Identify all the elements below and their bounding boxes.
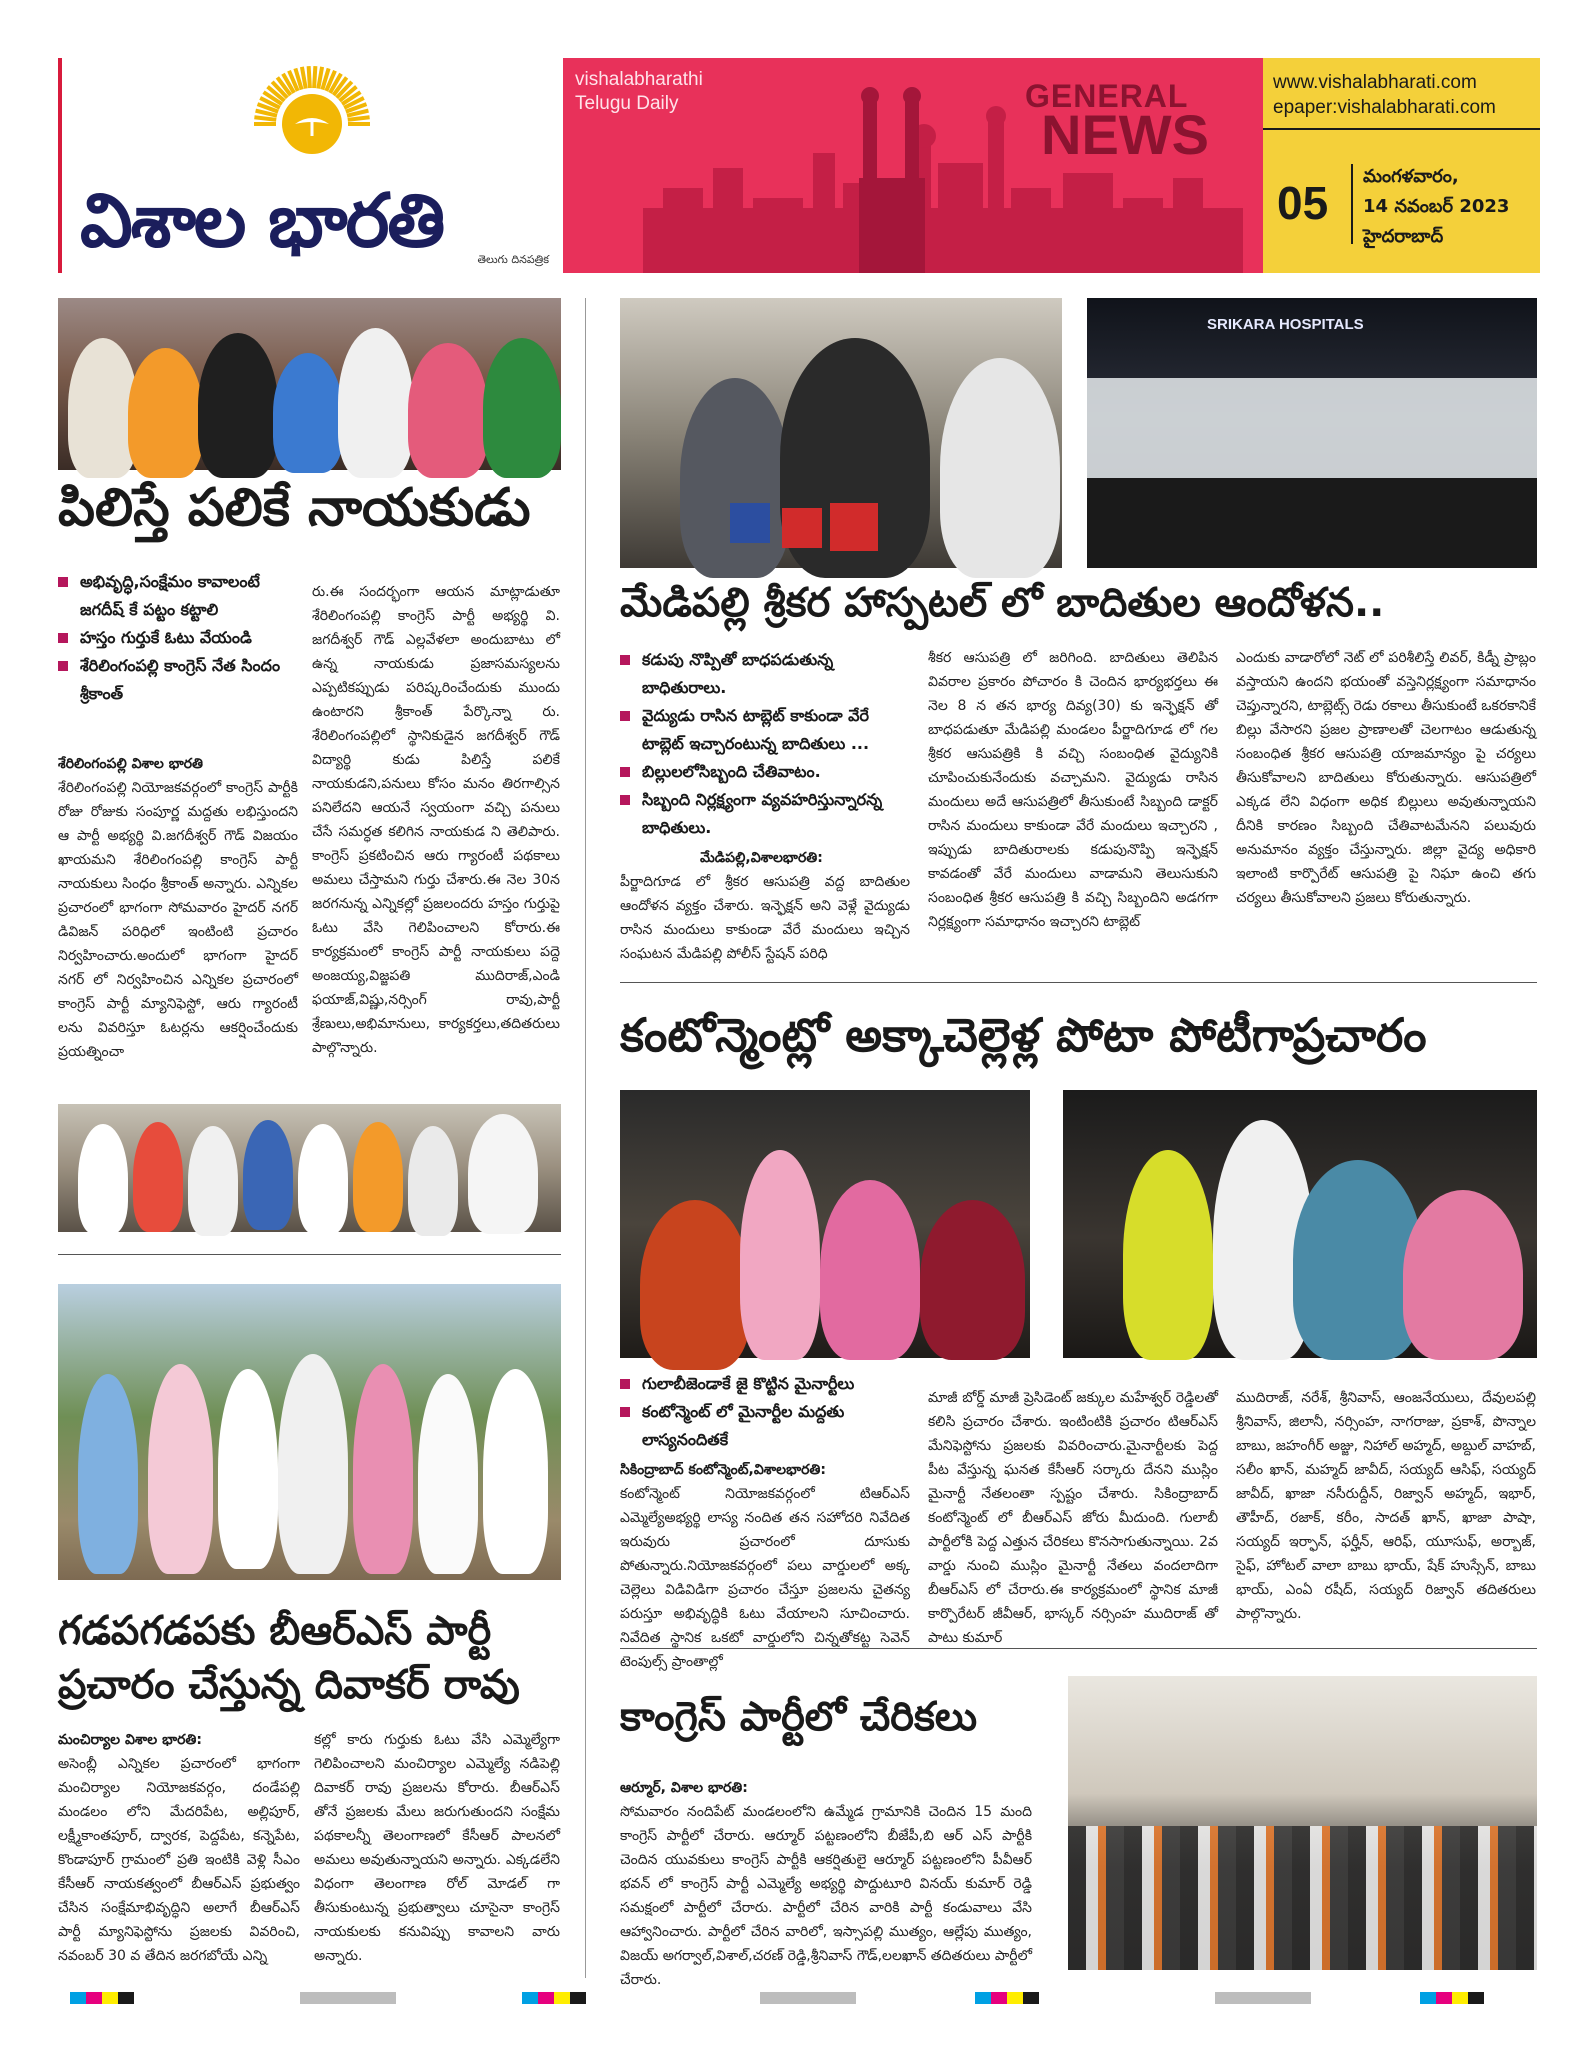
logo-tagline: తెలుగు దినపత్రిక xyxy=(477,253,549,266)
story2-photo-hospital xyxy=(1087,298,1537,568)
issue-number: 05 xyxy=(1277,177,1329,229)
story3-headline: కంటోన్మెంట్లో అక్కాచెల్లెళ్ల పోటా పోటీగాప్రచారం xyxy=(620,1008,1427,1062)
story2-column-1: పీర్జాదిగూడ లో శ్రీకర ఆసుపత్రి వద్ద బాదితుల ఆందోళన వ్యక్తం చేశారు. ఇన్ఫెక్షన్ అని వెళ్లే వైద్యుడు రాసిన మందులు కాకుండా వేరే మందులు ఇచ్చిన సంఘటన మేడిపల్లి పోలీస్ స్టేషన్ పరిధి xyxy=(620,874,910,962)
brand-line-2: Telugu Daily xyxy=(575,93,679,114)
story1-bullet: అభివృద్ధి,సంక్షేమం కావాలంటే జగదీష్ కే పట్టం కట్టాలి xyxy=(58,568,308,624)
brand-line-1: vishalabharathi xyxy=(575,69,703,90)
sun-ray xyxy=(254,117,276,120)
section-label-top: GENERAL xyxy=(1025,78,1189,114)
story3-bullet: గులాబీజెండాకే జై కొట్టిన మైనార్టీలు xyxy=(620,1370,920,1398)
story3-column-3: ముదిరాజ్, నరేశ్, శ్రీనివాస్, ఆంజనేయులు, దేవులపల్లి శ్రీనివాస్, జిలానీ, నర్సింహ, నాగరాజు, ప్రకాశ్, పొన్నాల బాబు, జహంగీర్ అజ్జు, నిహాల్ అహ్మద్, అబ్దుల్ వాహబ్, సలీం ఖాన్, మహ్మద్ జావీద్, సయ్యద్ ఆసిఫ్, సయ్యద్ జావీద్, ఖాజా నసీరుద్దీన్, రిజ్వాన్ అహ్మద్, ఇభార్, తౌహీద్, రజాక్, కరీం, సాదత్ ఖాన్, ఖాజా పాషా, సయ్యద్ ఇర్ఫాన్, ఫర్హీన్, ఆరిఫ్, యూసుఫ్, అర్బాజ్, సైఫ్, హోటల్ వాలా బాబు భాయ్, షేక్ హుస్సేన్, బాబు భాయ్, ఎంఏ రషీద్, సయ్యద్ రిజ్వాన్ తదితరులు పాల్గొన్నారు. xyxy=(1236,1390,1536,1622)
sun-ray xyxy=(314,66,315,88)
story2-bullet: కడుపు నొప్పితో బాధపడుతున్న బాధితురాలు. xyxy=(620,646,910,702)
website-links xyxy=(1273,70,1496,120)
story4-photo xyxy=(58,1284,561,1580)
story2-dateline: మేడిపల్లి,విశాలభారతి: xyxy=(700,850,823,866)
masthead xyxy=(58,58,1540,273)
story3-dateline: సికింద్రాబాద్ కంటోన్మెంట్,విశాలభారతి: xyxy=(620,1462,826,1478)
story2-photo-protest xyxy=(620,298,1062,568)
story3-bullet: కంటోన్మెంట్ లో మైనార్టీల మద్దతు లాస్యనందితకే xyxy=(620,1398,920,1454)
section-banner xyxy=(563,58,1263,273)
story1-column-1: శేరిలింగంపల్లి నియోజకవర్గంలో కాంగ్రెస్ పార్టీకి రోజు రోజుకు సంపూర్ణ మద్దతు లభిస్తుందని ఆ పార్టీ అభ్యర్థి వి.జగదీశ్వర్ గౌడ్ విజయం ఖాయమని శేరిలింగంపల్లి కాంగ్రెస్ పార్టీ నాయకులు సింధం శ్రీకాంత్ అన్నారు. ఎన్నికల ప్రచారంలో భాగంగా సోమవారం హైదర్ నగర్ డివిజన్ పరిధిలో ఇంటింటి ప్రచారం నిర్వహించారు.అందులో భాగంగా హైదర్ నగర్ లో నిర్వహించిన ఎన్నికల ప్రచారంలో కాంగ్రెస్ పార్టీ మ్యానిఫెస్టో, ఆరు గ్యారంటీ లను వివరిస్తూ ఓటర్లను ఆకర్షించేందుకు ప్రయత్నించా xyxy=(58,780,298,1060)
website-url[interactable]: www.vishalabharati.com xyxy=(1273,72,1477,93)
city: హైదరాబాద్ xyxy=(1363,226,1444,247)
divider xyxy=(1351,164,1353,244)
weekday: మంగళవారం, xyxy=(1363,166,1459,187)
story4-dateline: మంచిర్యాల విశాల భారతి: xyxy=(58,1732,202,1748)
story2-column-3: ఎందుకు వాడారోలో నెట్ లో పరిశీలిస్తే లివర్, కిడ్నీ ప్రాబ్లం వస్తాయని ఉందని భయంతో వస్తెనిర్లక్ష్యంగా సమాధానం చెప్తున్నారని, టాబ్లెట్స్ రెడు రకాలు తీసుకుంటే ఒకరకానికే బిల్లు వేసారని ప్రజల ప్రాణాలతో చెలగాటం ఆడుతున్న సంబంధిత శ్రీకర ఆసుపత్రి యాజమాన్యం పై చర్యలు తీసుకోవాలని బాదితులు కోరుతున్నారు. ఆసుపత్రిలో ఎక్కడ లేని విధంగా అధిక బిల్లులు అవుతున్నాయని దీనికి కారణం సిబ్బంది చేతివాటమేనని పలువురు అనుమానం వ్యక్తం చేస్తున్నారు. జిల్లా వైద్య అధికారి ఇలాంటి కార్పొరేట్ ఆసుపత్రి పై నిఘా ఉంచి తగు చర్యలు తీసుకోవాలని ప్రజలు కోరుతున్నారు. xyxy=(1236,650,1536,906)
sun-ray xyxy=(348,117,370,120)
divider xyxy=(58,1254,561,1255)
brand-name xyxy=(575,68,703,116)
story1-bullets xyxy=(58,568,308,708)
color-bar xyxy=(975,1992,1055,2004)
story1-column-2: రు.ఈ సందర్భంగా ఆయన మాట్లాడుతూ శేరిలింగంపల్లి కాంగ్రెస్ పార్టీ అభ్యర్థి వి. జగదీశ్వర్ గౌడ్ ఎల్లవేళలా అందుబాటు లో ఉన్న నాయకుడు ప్రజాసమస్యలను ఎప్పటికప్పుడు పరిష్కరించేందుకు ముందు ఉంటారని శ్రీకాంత్ పేర్కొన్నా రు. శేరిలింగంపల్లిలో స్థానికుడైన జగదీశ్వర్ గౌడ్ విద్యార్థి కుడు పిలిస్తే పలికే నాయకుడని,పనులు కోసం మనం తిరగాల్సిన పనిలేదని ఆయనే స్వయంగా వచ్చి పనులు చేసే సమర్ధత కలిగిన నాయకుడ ని తెలిపారు. కాంగ్రెస్ ప్రకటించిన ఆరు గ్యారంటీ పథకాలు అమలు చేస్తామని గుర్తు చేశారు.ఈ నెల 30న జరగనున్న ఎన్నికల్లో ప్రజలందరు హస్తం గుర్తుపై ఓటు వేసి గెలిపించాలని కోరారు.ఈ కార్యక్రమంలో కాంగ్రెస్ పార్టీ నాయకులు పద్దె అంజయ్య,విజ్జపతి ముదిరాజ్,ఎండి ఫయాజ్,విష్ణు,నర్సింగ్ రావు,పార్టీ శ్రేణులు,అభిమానులు, కార్యకర్తలు,తదితరులు పాల్గొన్నారు. xyxy=(312,584,560,1056)
story4-headline-line-1: గడపగడపకు బీఆర్ఎస్ పార్టీ xyxy=(58,1608,492,1654)
gray-bar xyxy=(760,1992,856,2004)
issue-date xyxy=(1363,162,1509,252)
story1-photo-2 xyxy=(58,1104,561,1232)
story3-photo-campaign xyxy=(620,1090,1030,1358)
gray-bar xyxy=(300,1992,396,2004)
story5-body: సోమవారం నందిపేట్ మండలంలోని ఉమ్మేడ గ్రామానికి చెందిన 15 మంది కాంగ్రెస్ పార్టీలో చేరారు. ఆర్మూర్ పట్టణంలోని బీజేపీ,బి ఆర్ ఎస్ పార్టీకి చెందిన యువకులు కాంగ్రెస్ పార్టీకి ఆకర్షితులై ఆర్మూర్ పట్టణంలోని పీవీఆర్ భవన్ లో కాంగ్రెస్ పార్టీ ఎమ్మెల్యే అభ్యర్థి పొద్దుటూరి వినయ్ కుమార్ రెడ్డి సమక్షంలో పార్టీలో చేరారు. పార్టీలో చేరిన వారికి పార్టీ కండువాలు వేసి ఆహ్వానించారు. పార్టీలో చేరిన వారిలో, ఇస్సాపల్లి ముత్యం, ఆల్లేపు ముత్యం, విజయ్ అగర్వాల్,విశాల్,చరణ్ రెడ్డి,శ్రీనివాస్ గౌడ్,లలఖాన్ తదితరులు పార్టీలో చేరారు. xyxy=(620,1804,1032,1988)
story1-bullet: హస్తం గుర్తుకే ఓటు వేయండి xyxy=(58,624,308,652)
story1-dateline: శేరిలింగంపల్లి విశాల భారతి xyxy=(58,756,203,772)
story5-photo xyxy=(1068,1676,1537,1970)
logo-title: విశాల భారతి xyxy=(80,178,444,264)
story3-column-1: కంటోన్మెంట్ నియోజకవర్గంలో టిఆర్ఎస్ ఎమ్మెల్యేఅభ్యర్థి లాస్య నందిత తన సహోదరి నివేదిత ఇరువురు ప్రచారంలో దూసుకు పోతున్నారు.నియోజకవర్గంలో పలు వార్డులలో అక్క చెల్లెలు విడివిడిగా ప్రచారం చేస్తూ ప్రజలను చైతన్య పరుస్తూ అభివృద్ధికి ఓటు వేయాలని సూచించారు. నివేదిత స్థానిక ఒకటో వార్డులోని చిన్నతోకట్ట సెవెన్ టెంపుల్స్ ప్రాంతాల్లో xyxy=(620,1486,910,1670)
color-bar xyxy=(1420,1992,1500,2004)
story3-column-2: మాజీ బోర్డ్ మాజీ ప్రెసిడెంట్ జక్కుల మహేశ్వర్ రెడ్డిలతో కలిసి ప్రచారం చేశారు. ఇంటింటికి ప్రచారం టిఆర్ఎస్ మేనిఫెస్టోను ప్రజలకు వివరించారు.మైనార్టీలకు పెద్ద పీట వేస్తున్న ఘనత కేసీఆర్ సర్కారు దేనని ముస్లిం మైనార్టీ నేతలంతా స్పష్టం చేశారు. సికింద్రాబాద్ కంటోన్మెంట్ లో బీఆర్ఎస్ జోరు మీదుంది. గులాబీ పార్టీలోకి పెద్ద ఎత్తున చేరికలు కొనసాగుతున్నాయి. 2వ వార్డు నుంచి ముస్లిం మైనార్టీ నేతలు వందలాదిగా బీఆర్ఎస్ లో చేరారు.ఈ కార్యక్రమంలో స్థానిక మాజీ కార్పొరేటర్ జీవీఆర్, భాస్కర్ నర్సింహ ముదిరాజ్ తో పాటు కుమార్ xyxy=(928,1390,1218,1646)
divider xyxy=(620,982,1537,983)
story2-headline: మేడిపల్లి శ్రీకర హాస్పటల్ లో బాదితుల ఆందోళన.. xyxy=(620,580,1385,626)
section-label-bottom: NEWS xyxy=(1041,103,1209,166)
sun-ray xyxy=(302,67,306,89)
story2-bullets xyxy=(620,646,910,842)
sun-ray xyxy=(318,67,322,89)
sun-logo-icon xyxy=(237,62,387,182)
story2-bullet: సిబ్బంది నిర్లక్ష్యంగా వ్యవహరిస్తున్నారన్న బాధితులు. xyxy=(620,786,910,842)
gray-bar xyxy=(1215,1992,1311,2004)
color-bar xyxy=(70,1992,150,2004)
logo-block xyxy=(58,58,563,273)
story2-bullet: వైద్యుడు రాసిన టాబ్లెట్ కాకుండా వేరే టాబ్లెట్ ఇచ్చారంటున్న బాదితులు ... xyxy=(620,702,910,758)
story2-bullet: బిల్లులలోసిబ్బంది చేతివాటం. xyxy=(620,758,910,786)
date-box xyxy=(1263,58,1540,273)
story4-column-1: అసెంబ్లీ ఎన్నికల ప్రచారంలో భాగంగా మంచిర్యాల నియోజకవర్గం, దండేపల్లి మండలం లోని మేదరిపేట, అల్లిపూర్, లక్ష్మీకాంతపూర్, ద్వారక, పెద్దపేట, కన్నెపేట, కొండాపూర్ గ్రామంలో ప్రతి ఇంటికి వెళ్లి సీఎం కేసీఆర్ నాయకత్వంలో బీఆర్ఎస్ ప్రభుత్వం చేసిన సంక్షేమాభివృద్ధిని అలాగే బీఆర్ఎస్ పార్టీ మ్యానిఫెస్టోను ప్రజలకు వివరించి, నవంబర్ 30 వ తేదిన జరగబోయే ఎన్ని xyxy=(58,1756,300,1964)
story4-headline-line-2: ప్రచారం చేస్తున్న దివాకర్ రావు xyxy=(58,1662,520,1708)
story5-dateline: ఆర్మూర్, విశాల భారతి: xyxy=(620,1780,748,1796)
hospital-sign-text: SRIKARA HOSPITALS xyxy=(1207,316,1364,333)
color-bar xyxy=(522,1992,602,2004)
divider xyxy=(1263,128,1540,130)
divider xyxy=(620,1648,1537,1649)
date: 14 నవంబర్ 2023 xyxy=(1363,196,1510,217)
sun-ray xyxy=(309,66,310,88)
story1-headline: పిలిస్తే పలికే నాయకుడు xyxy=(58,478,531,538)
story3-bullets xyxy=(620,1370,920,1454)
story3-photo-candidate xyxy=(1063,1090,1537,1358)
story5-headline: కాంగ్రెస్ పార్టీలో చేరికలు xyxy=(620,1694,978,1740)
story1-photo xyxy=(58,298,561,470)
story4-column-2: కల్లో కారు గుర్తుకు ఓటు వేసి ఎమ్మెల్యేగా గెలిపించాలని మంచిర్యాల ఎమ్మెల్యే నడిపెల్లి దివాకర్ రావు ప్రజలను కోరారు. బీఆర్ఎస్ తోనే ప్రజలకు మేలు జరుగుతుందని సంక్షేమ పథకాలన్నీ తెలంగాణలో కేసీఆర్ పాలనలో అమలు అవుతున్నాయని అన్నారు. ఎక్కడలేని విధంగా తెలంగాణ రోల్ మోడల్ గా తీసుకుంటున్న ప్రభుత్వాలు చూసైనా కాంగ్రెస్ నాయకులకు కనువిప్పు కావాలని వారు అన్నారు. xyxy=(314,1732,560,1964)
story2-column-2: శీకర ఆసుపత్రి లో జరిగింది. బాదితులు తెలిపిన వివరాల ప్రకారం పోచారం కి చెందిన భార్యభర్తలు ఈ నెల 8 న తన భార్య దివ్య(30) కు ఇన్ఫెక్షన్ తో బాధపడుతూ మేడిపల్లి మండలం పీర్జాదిగూడ లో గల శ్రీకర ఆసుపత్రికి కి వచ్చి సంబంధిత వైద్యునికి చూపించుకునేందుకు వచ్చామని. వైద్యుడు రాసిన మందులు అదే ఆసుపత్రిలో తీసుకుంటే సిబ్బంది డాక్టర్ రాసిన మందులు కాకుండా వేరే మందులు ఇచ్చారని , ఇప్పుడు బాదితురాలకు కడుపునొప్పి ఇన్ఫెక్షన్ కావడంతో వేరే మందులు వాడామని తెలుసుకుని సంబంధిత శ్రీకర ఆసుపత్రి కి వచ్చి సిబ్బందిని అడగగా నిర్లక్ష్యంగా సమాధానం ఇచ్చారని టాబ్లెట్ xyxy=(928,650,1218,930)
story1-bullet: శేరిలింగంపల్లి కాంగ్రెస్ నేత సిందం శ్రీకాంత్ xyxy=(58,652,308,708)
epaper-url[interactable]: epaper:vishalabharati.com xyxy=(1273,97,1496,118)
column-divider xyxy=(585,298,586,1978)
